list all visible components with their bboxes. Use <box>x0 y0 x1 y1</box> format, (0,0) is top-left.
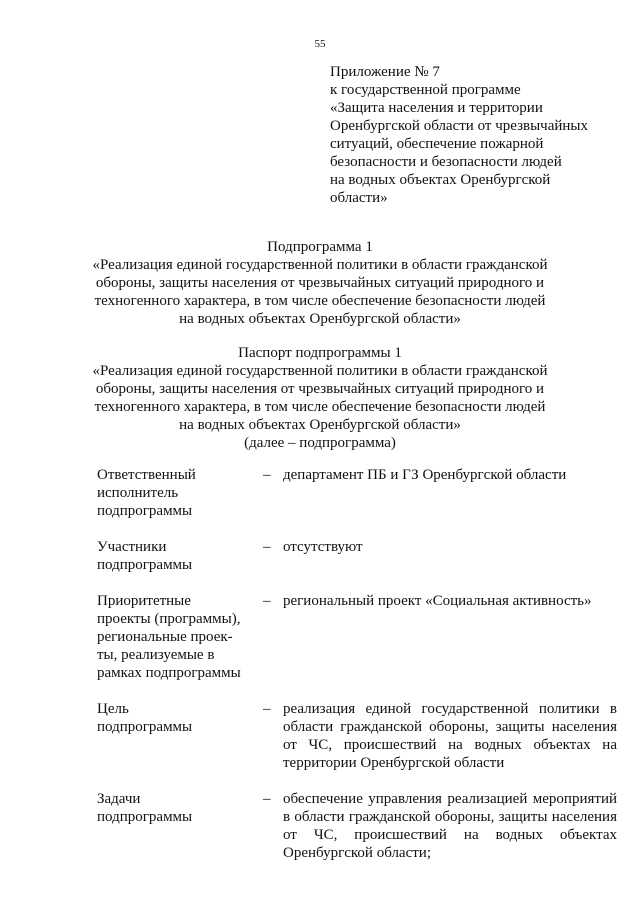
row-label-line: проекты (программы), <box>97 611 241 627</box>
appendix-line: к государственной программе <box>330 82 521 98</box>
row-label-line: рамках подпрограммы <box>97 665 241 681</box>
passport-title-line: «Реализация единой государственной политики в области гражданской <box>92 363 548 379</box>
row-label-line: исполнитель <box>97 485 179 501</box>
appendix-line: Приложение № 7 <box>330 64 440 80</box>
passport-title-line: техногенного характера, в том числе обеспечение безопасности людей <box>94 399 546 415</box>
row-dash: – <box>263 467 271 483</box>
row-label <box>97 466 255 520</box>
row-label <box>97 592 255 682</box>
table-row <box>97 592 617 682</box>
subprogram-title-line: на водных объектах Оренбургской области» <box>179 311 461 327</box>
row-value: отсутствуют <box>283 539 363 555</box>
passport-title-line: на водных объектах Оренбургской области» <box>179 417 461 433</box>
row-label-line: подпрограммы <box>97 503 193 519</box>
row-label-line: региональные проек- <box>97 629 233 645</box>
page-number: 55 <box>314 38 326 50</box>
row-label-line: Ответственный <box>97 467 196 483</box>
appendix-line: «Защита населения и территории <box>330 100 543 116</box>
row-dash: – <box>263 593 271 609</box>
passport-title-line: (далее – подпрограмма) <box>244 435 396 451</box>
row-dash: – <box>263 539 271 555</box>
passport-table <box>97 466 617 880</box>
row-label-line: Приоритетные <box>97 593 191 609</box>
row-value: региональный проект «Социальная активность» <box>283 593 592 609</box>
row-dash: – <box>263 701 271 717</box>
appendix-header <box>330 63 620 207</box>
row-label <box>97 538 255 574</box>
row-label-line: подпрограммы <box>97 809 193 825</box>
row-value: реализация единой государственной политики в области гражданской обороны, защиты населения от ЧС, происшествий на водных объектах на территории Оренбургской области <box>283 701 617 771</box>
table-row <box>97 790 617 862</box>
row-value: обеспечение управления реализацией мероприятий в области гражданской обороны, защиты населения от ЧС, происшествий на водных объектах Оренбургской области; <box>283 791 617 861</box>
appendix-line: ситуаций, обеспечение пожарной <box>330 136 544 152</box>
table-row <box>97 538 617 574</box>
row-dash: – <box>263 791 271 807</box>
row-label <box>97 790 255 862</box>
table-row <box>97 466 617 520</box>
row-label-line: Задачи <box>97 791 141 807</box>
subprogram-title <box>0 238 640 328</box>
row-label-line: ты, реализуемые в <box>97 647 215 663</box>
row-label-line: Участники <box>97 539 167 555</box>
appendix-line: Оренбургской области от чрезвычайных <box>330 118 588 134</box>
subprogram-title-line: «Реализация единой государственной политики в области гражданской <box>92 257 548 273</box>
row-value: департамент ПБ и ГЗ Оренбургской области <box>283 467 567 483</box>
table-row <box>97 700 617 772</box>
passport-title-line: Паспорт подпрограммы 1 <box>238 345 402 361</box>
subprogram-title-line: техногенного характера, в том числе обеспечение безопасности людей <box>94 293 546 309</box>
passport-title <box>0 344 640 452</box>
row-label-line: подпрограммы <box>97 719 193 735</box>
subprogram-title-line: обороны, защиты населения от чрезвычайных ситуаций природного и <box>95 275 545 291</box>
row-label-line: подпрограммы <box>97 557 193 573</box>
row-label <box>97 700 255 772</box>
subprogram-title-line: Подпрограмма 1 <box>267 239 373 255</box>
appendix-line: на водных объектах Оренбургской <box>330 172 551 188</box>
row-label-line: Цель <box>97 701 129 717</box>
passport-title-line: обороны, защиты населения от чрезвычайных ситуаций природного и <box>95 381 545 397</box>
appendix-line: безопасности и безопасности людей <box>330 154 562 170</box>
appendix-line: области» <box>330 190 388 206</box>
